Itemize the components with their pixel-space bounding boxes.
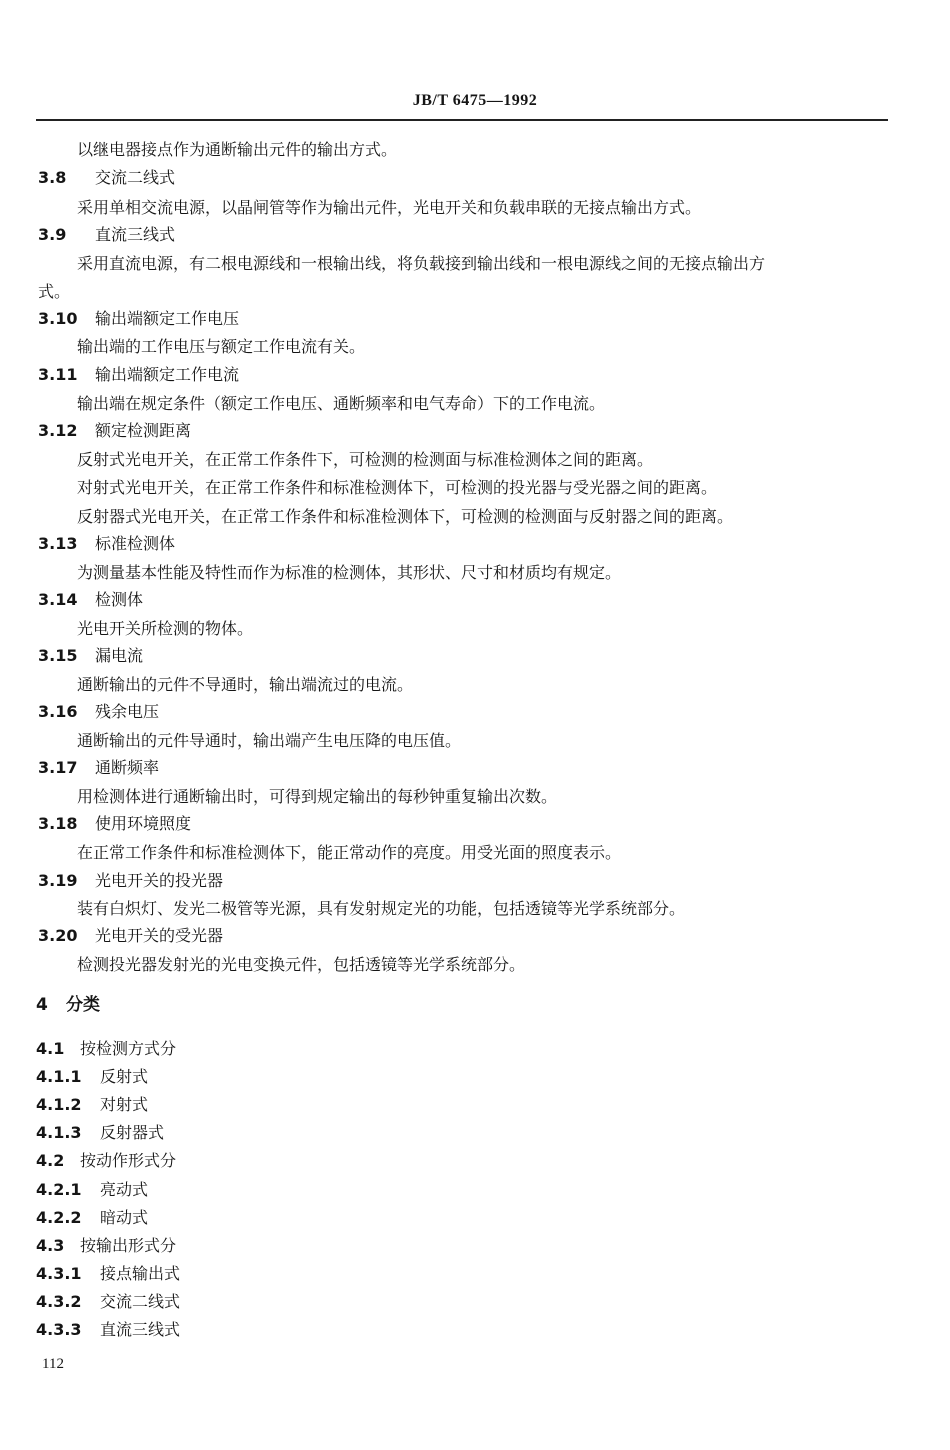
clause-number: 4.2.2: [36, 1208, 82, 1227]
definition-heading: [38, 814, 191, 834]
clause-title: 光电开关的受光器: [95, 926, 224, 945]
definition-heading: [38, 646, 143, 666]
clause-number: 4.3.2: [36, 1292, 82, 1311]
clause-number: 3.19: [38, 871, 78, 890]
definition-heading: [38, 590, 143, 610]
classification-item: [36, 1039, 176, 1059]
clause-number: 3.13: [38, 534, 78, 553]
clause-title: 按检测方式分: [80, 1039, 177, 1058]
clause-number: 3.8: [38, 168, 67, 187]
clause-number: 4.2.1: [36, 1180, 82, 1199]
section-title: 分类: [66, 995, 100, 1015]
clause-number: 3.18: [38, 814, 78, 833]
clause-number: 3.14: [38, 590, 78, 609]
clause-title: 使用环境照度: [95, 814, 192, 833]
classification-item: [36, 1292, 180, 1312]
definition-text: 采用直流电源，有二根电源线和一根输出线，将负载接到输出线和一根电源线之间的无接点输出方: [77, 254, 766, 273]
clause-title: 直流三线式: [100, 1320, 181, 1339]
clause-title: 对射式: [100, 1095, 149, 1114]
classification-item: [36, 1208, 148, 1228]
clause-title: 亮动式: [100, 1180, 149, 1199]
clause-title: 交流二线式: [100, 1292, 181, 1311]
definition-heading: [38, 758, 159, 778]
header-rule: [36, 119, 888, 121]
clause-title: 光电开关的投光器: [95, 871, 224, 890]
classification-item: [36, 1180, 148, 1200]
clause-number: 3.15: [38, 646, 78, 665]
definition-text: 光电开关所检测的物体。: [77, 619, 254, 638]
definition-text: 反射式光电开关，在正常工作条件下，可检测的检测面与标准检测体之间的距离。: [77, 450, 654, 469]
clause-title: 残余电压: [95, 702, 160, 721]
clause-title: 额定检测距离: [95, 421, 192, 440]
clause-number: 3.17: [38, 758, 78, 777]
clause-title: 接点输出式: [100, 1264, 181, 1283]
classification-item: [36, 1067, 148, 1087]
definition-heading: [38, 926, 223, 946]
definition-text: 装有白炽灯、发光二极管等光源，具有发射规定光的功能，包括透镜等光学系统部分。: [77, 899, 686, 918]
clause-number: 4.3.3: [36, 1320, 82, 1339]
definition-text: 通断输出的元件不导通时，输出端流过的电流。: [77, 675, 414, 694]
classification-item: [36, 1095, 148, 1115]
clause-title: 反射式: [100, 1067, 149, 1086]
definition-text: 通断输出的元件导通时，输出端产生电压降的电压值。: [77, 731, 462, 750]
clause-number: 4.1.3: [36, 1123, 82, 1142]
clause-number: 3.9: [38, 225, 67, 244]
clause-number: 3.12: [38, 421, 78, 440]
clause-number: 4.1: [36, 1039, 65, 1058]
clause-number: 4.3.1: [36, 1264, 82, 1283]
definition-heading: [38, 225, 175, 245]
clause-number: 4.3: [36, 1236, 65, 1255]
clause-number: 3.20: [38, 926, 78, 945]
definition-text: 反射器式光电开关，在正常工作条件和标准检测体下，可检测的检测面与反射器之间的距离。: [77, 507, 734, 526]
clause-number: 4.1.2: [36, 1095, 82, 1114]
clause-title: 暗动式: [100, 1208, 149, 1227]
definition-heading: [38, 871, 223, 891]
definition-text: 用检测体进行通断输出时，可得到规定输出的每秒钟重复输出次数。: [77, 787, 558, 806]
definition-text: 对射式光电开关，在正常工作条件和标准检测体下，可检测的投光器与受光器之间的距离。: [77, 478, 718, 497]
definition-heading: [38, 309, 239, 329]
clause-title: 交流二线式: [95, 168, 176, 187]
classification-item: [36, 1264, 180, 1284]
clause-title: 按动作形式分: [80, 1151, 177, 1170]
definition-text: 为测量基本性能及特性而作为标准的检测体，其形状、尺寸和材质均有规定。: [77, 563, 622, 582]
clause-number: 3.11: [38, 365, 78, 384]
section-number: 4: [36, 995, 48, 1015]
continued-paragraph: 以继电器接点作为通断输出元件的输出方式。: [77, 140, 398, 159]
definition-text: 在正常工作条件和标准检测体下，能正常动作的亮度。用受光面的照度表示。: [77, 843, 622, 862]
clause-number: 3.16: [38, 702, 78, 721]
clause-title: 检测体: [95, 590, 144, 609]
definition-text: 采用单相交流电源，以晶闸管等作为输出元件，光电开关和负载串联的无接点输出方式。: [77, 198, 702, 217]
classification-item: [36, 1320, 180, 1340]
definition-text: 输出端在规定条件（额定工作电压、通断频率和电气寿命）下的工作电流。: [77, 394, 606, 413]
clause-title: 按输出形式分: [80, 1236, 177, 1255]
definition-text-wrap: 式。: [38, 282, 71, 301]
clause-title: 输出端额定工作电压: [95, 309, 240, 328]
definition-heading: [38, 702, 159, 722]
definition-heading: [38, 421, 191, 441]
clause-title: 漏电流: [95, 646, 144, 665]
clause-title: 输出端额定工作电流: [95, 365, 240, 384]
definition-heading: [38, 168, 175, 188]
definition-text: 输出端的工作电压与额定工作电流有关。: [77, 337, 366, 356]
clause-title: 反射器式: [100, 1123, 165, 1142]
clause-number: 4.2: [36, 1151, 65, 1170]
definition-heading: [38, 534, 175, 554]
classification-item: [36, 1236, 176, 1256]
classification-item: [36, 1151, 176, 1171]
clause-title: 通断频率: [95, 758, 160, 777]
section-heading: [36, 995, 100, 1015]
document-header: JB/T 6475—1992: [412, 92, 538, 109]
definition-heading: [38, 365, 239, 385]
classification-item: [36, 1123, 164, 1143]
page-number: 112: [42, 1356, 64, 1372]
clause-number: 3.10: [38, 309, 78, 328]
clause-title: 标准检测体: [95, 534, 176, 553]
clause-title: 直流三线式: [95, 225, 176, 244]
definition-text: 检测投光器发射光的光电变换元件，包括透镜等光学系统部分。: [77, 955, 526, 974]
clause-number: 4.1.1: [36, 1067, 82, 1086]
